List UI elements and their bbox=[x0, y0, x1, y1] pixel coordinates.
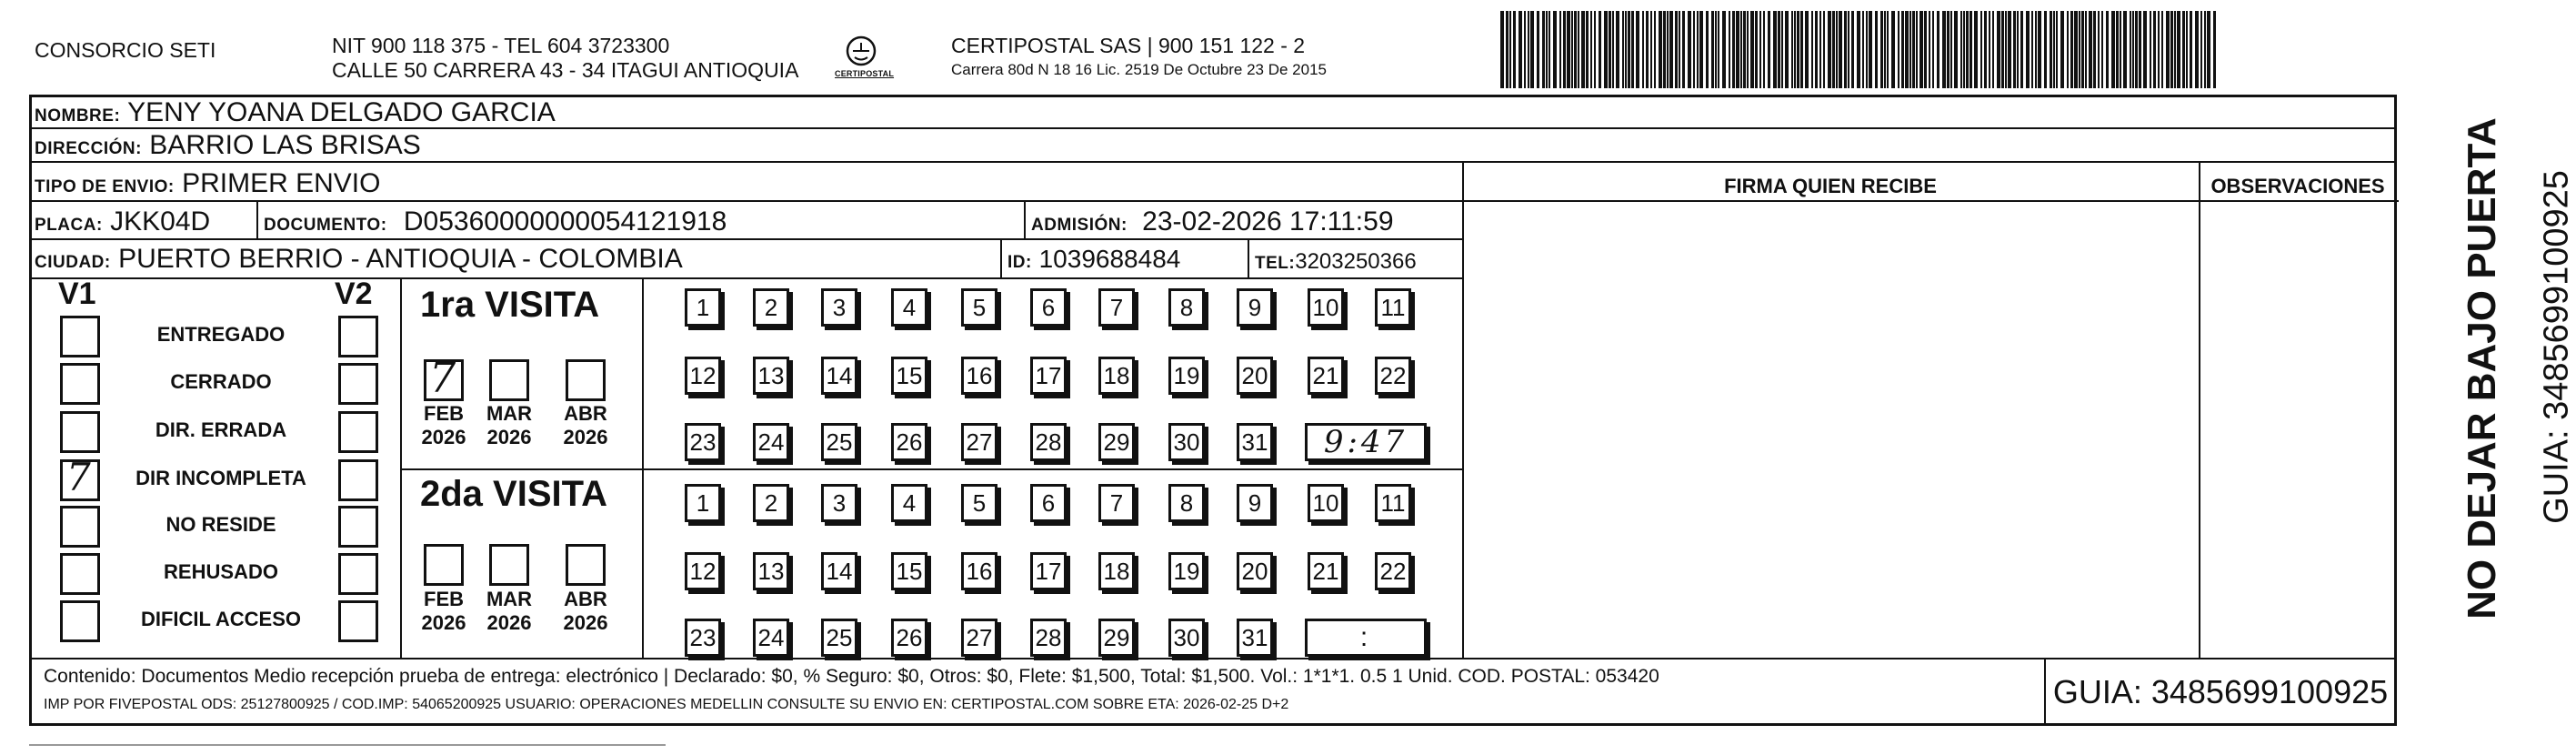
first-day-box[interactable]: 31 bbox=[1237, 423, 1273, 461]
second-day-box[interactable]: 28 bbox=[1030, 619, 1067, 657]
header bbox=[0, 0, 2576, 100]
direccion-row bbox=[35, 129, 421, 166]
side-guia: GUIA: 3485699100925 bbox=[2537, 170, 2576, 524]
second-time-value: : bbox=[1359, 622, 1372, 652]
second-day-box[interactable]: 7 bbox=[1098, 484, 1135, 522]
first-day-box[interactable]: 18 bbox=[1098, 357, 1135, 395]
barcode-space bbox=[2216, 11, 2219, 88]
admision-value: 23-02-2026 17:11:59 bbox=[1142, 206, 1394, 237]
year-label: 2026 bbox=[421, 611, 466, 634]
nit-line: NIT 900 118 375 - TEL 604 3723300 bbox=[332, 34, 670, 57]
second-day-box[interactable]: 27 bbox=[961, 619, 997, 657]
second-day-box[interactable]: 16 bbox=[961, 552, 997, 590]
second-day-box[interactable]: 3 bbox=[821, 484, 857, 522]
v2-checkbox[interactable] bbox=[338, 506, 378, 548]
license-line: Carrera 80d N 18 16 Lic. 2519 De Octubre 23 De 2015 bbox=[951, 61, 1327, 78]
company-name: CONSORCIO SETI bbox=[35, 38, 216, 62]
first-day-box[interactable]: 9 bbox=[1237, 288, 1273, 327]
admision-cell bbox=[1031, 206, 1394, 242]
first-day-box[interactable]: 19 bbox=[1168, 357, 1205, 395]
first-day-box[interactable]: 13 bbox=[753, 357, 789, 395]
contenido-text: Contenido: Documentos Medio recepción prueba de entrega: electrónico | Declarado: $0, % Seguro: $0, Otros: $0, Flete: $1,500, Total: $1,500. Vol.: 1*1*1. 0.5 1 Unid. COD. POSTAL: 053420 bbox=[44, 666, 1659, 687]
second-day-box[interactable]: 15 bbox=[891, 552, 927, 590]
status-label: DIFICIL ACCESO bbox=[140, 608, 301, 630]
first-day-box[interactable]: 7 bbox=[1098, 288, 1135, 327]
second-day-box[interactable]: 26 bbox=[891, 619, 927, 657]
v1-checkbox[interactable] bbox=[60, 363, 100, 405]
address-line: CALLE 50 CARRERA 43 - 34 ITAGUI ANTIOQUIA bbox=[332, 58, 799, 82]
v1-label: V1 bbox=[58, 277, 96, 311]
placa-cell bbox=[35, 206, 210, 242]
second-visit-title: 2da VISITA bbox=[420, 474, 607, 514]
v2-checkbox[interactable] bbox=[338, 316, 378, 357]
first-month-checkbox[interactable] bbox=[489, 359, 529, 401]
documento-value: D05360000000054121918 bbox=[403, 206, 727, 237]
first-day-box[interactable]: 26 bbox=[891, 423, 927, 461]
month-check-mark: 7 bbox=[429, 353, 456, 402]
signature-area[interactable] bbox=[1466, 204, 2197, 655]
second-day-box[interactable]: 21 bbox=[1308, 552, 1344, 590]
tipo-value: PRIMER ENVIO bbox=[182, 168, 381, 198]
year-label: 2026 bbox=[421, 426, 466, 448]
second-day-box[interactable]: 4 bbox=[891, 484, 927, 522]
first-day-box[interactable]: 22 bbox=[1375, 357, 1411, 395]
observaciones-header: OBSERVACIONES bbox=[2210, 175, 2385, 197]
first-day-box[interactable]: 17 bbox=[1030, 357, 1067, 395]
first-month-checkbox[interactable] bbox=[566, 359, 606, 401]
first-month-checkbox[interactable] bbox=[424, 353, 464, 402]
status-label: NO RESIDE bbox=[165, 513, 276, 536]
year-label: 2026 bbox=[563, 611, 608, 634]
month-label: MAR bbox=[486, 588, 533, 610]
second-month-checkbox[interactable] bbox=[489, 544, 529, 586]
barcode bbox=[1500, 11, 2223, 88]
carrier-line: CERTIPOSTAL SAS | 900 151 122 - 2 bbox=[951, 34, 1306, 57]
v2-checkbox[interactable] bbox=[338, 553, 378, 595]
first-day-box[interactable]: 14 bbox=[821, 357, 857, 395]
v2-label: V2 bbox=[335, 277, 373, 311]
first-day-box[interactable]: 23 bbox=[685, 423, 721, 461]
second-day-box[interactable]: 31 bbox=[1237, 619, 1273, 657]
ciudad-value: PUERTO BERRIO - ANTIOQUIA - COLOMBIA bbox=[118, 244, 683, 274]
second-day-box[interactable]: 9 bbox=[1237, 484, 1273, 522]
id-label: ID: bbox=[1007, 253, 1032, 272]
second-day-box[interactable]: 20 bbox=[1237, 552, 1273, 590]
certipostal-logo-icon bbox=[829, 33, 893, 84]
second-day-box[interactable]: 18 bbox=[1098, 552, 1135, 590]
second-day-box[interactable]: 8 bbox=[1168, 484, 1205, 522]
first-day-box[interactable]: 20 bbox=[1237, 357, 1273, 395]
status-label: REHUSADO bbox=[164, 560, 278, 583]
second-day-box[interactable]: 6 bbox=[1030, 484, 1067, 522]
tel-value: 3203250366 bbox=[1295, 249, 1417, 274]
tel-cell bbox=[1255, 246, 1417, 280]
v1-checkbox[interactable] bbox=[60, 455, 100, 501]
nombre-row bbox=[35, 96, 556, 133]
first-day-box[interactable]: 3 bbox=[821, 288, 857, 327]
second-day-box[interactable]: 10 bbox=[1308, 484, 1344, 522]
status-label: DIR. ERRADA bbox=[155, 418, 287, 441]
month-label: MAR bbox=[486, 402, 533, 425]
nombre-value: YENY YOANA DELGADO GARCIA bbox=[127, 97, 556, 127]
placa-label: PLACA: bbox=[35, 216, 103, 235]
admision-label: ADMISIÓN: bbox=[1031, 216, 1128, 235]
footer-guia: GUIA: 3485699100925 bbox=[2052, 673, 2389, 710]
second-day-box[interactable]: 29 bbox=[1098, 619, 1135, 657]
v2-checkbox[interactable] bbox=[338, 459, 378, 501]
first-day-box[interactable]: 30 bbox=[1168, 423, 1205, 461]
ciudad-cell bbox=[35, 243, 683, 279]
ciudad-label: CIUDAD: bbox=[35, 253, 111, 272]
first-day-box[interactable]: 2 bbox=[753, 288, 789, 327]
status-label: DIR INCOMPLETA bbox=[135, 467, 306, 489]
first-day-box[interactable]: 12 bbox=[685, 357, 721, 395]
first-day-box[interactable]: 11 bbox=[1375, 288, 1411, 327]
first-day-box[interactable]: 29 bbox=[1098, 423, 1135, 461]
second-month-checkbox[interactable] bbox=[566, 544, 606, 586]
v1-checkbox[interactable] bbox=[60, 506, 100, 548]
second-day-box[interactable]: 1 bbox=[685, 484, 721, 522]
first-day-box[interactable]: 8 bbox=[1168, 288, 1205, 327]
first-day-box[interactable]: 27 bbox=[961, 423, 997, 461]
second-day-box[interactable]: 25 bbox=[821, 619, 857, 657]
first-day-box[interactable]: 24 bbox=[753, 423, 789, 461]
first-day-box[interactable]: 1 bbox=[685, 288, 721, 327]
v2-checkbox[interactable] bbox=[338, 363, 378, 405]
month-label: ABR bbox=[564, 588, 607, 610]
direccion-label: DIRECCIÓN: bbox=[35, 139, 142, 158]
second-day-box[interactable]: 5 bbox=[961, 484, 997, 522]
direccion-value: BARRIO LAS BRISAS bbox=[149, 130, 421, 160]
tipo-row bbox=[35, 167, 380, 204]
v2-checkbox[interactable] bbox=[338, 411, 378, 453]
second-day-box[interactable]: 2 bbox=[753, 484, 789, 522]
first-day-box[interactable]: 6 bbox=[1030, 288, 1067, 327]
status-label: ENTREGADO bbox=[156, 323, 286, 346]
tipo-label: TIPO DE ENVIO: bbox=[35, 177, 175, 196]
second-day-box[interactable]: 19 bbox=[1168, 552, 1205, 590]
id-cell bbox=[1007, 243, 1180, 279]
second-day-box[interactable]: 14 bbox=[821, 552, 857, 590]
first-time-box[interactable] bbox=[1305, 423, 1427, 461]
firma-header: FIRMA QUIEN RECIBE bbox=[1724, 175, 1937, 197]
second-day-box[interactable]: 11 bbox=[1375, 484, 1411, 522]
imp-text: IMP POR FIVEPOSTAL ODS: 25127800925 / COD.IMP: 54065200925 USUARIO: OPERACIONES MEDELLIN CONSULTE SU ENVIO EN: CERTIPOSTAL.COM SOBRE ETA: 2026-02-25 D+2 bbox=[44, 697, 1289, 712]
second-month-checkbox[interactable] bbox=[424, 544, 464, 586]
v1-check-mark: 7 bbox=[66, 455, 91, 499]
first-time-value: 9:47 bbox=[1323, 424, 1408, 460]
second-day-box[interactable]: 17 bbox=[1030, 552, 1067, 590]
first-day-box[interactable]: 25 bbox=[821, 423, 857, 461]
year-label: 2026 bbox=[563, 426, 608, 448]
year-label: 2026 bbox=[486, 611, 532, 634]
documento-cell bbox=[264, 206, 727, 242]
bottom-cut-line bbox=[29, 744, 666, 746]
v1-checkbox[interactable] bbox=[60, 316, 100, 357]
second-day-box[interactable]: 24 bbox=[753, 619, 789, 657]
first-day-box[interactable]: 5 bbox=[961, 288, 997, 327]
v1-checkbox[interactable] bbox=[60, 553, 100, 595]
side-block bbox=[2410, 109, 2576, 637]
month-label: FEB bbox=[424, 402, 464, 425]
v2-checkbox[interactable] bbox=[338, 600, 378, 642]
second-day-box[interactable]: 12 bbox=[685, 552, 721, 590]
placa-value: JKK04D bbox=[110, 206, 211, 237]
first-day-box[interactable]: 15 bbox=[891, 357, 927, 395]
logo-text: CERTIPOSTAL bbox=[835, 69, 895, 78]
second-time-box[interactable] bbox=[1305, 619, 1427, 657]
first-day-box[interactable]: 21 bbox=[1308, 357, 1344, 395]
second-day-box[interactable]: 23 bbox=[685, 619, 721, 657]
nombre-label: NOMBRE: bbox=[35, 106, 121, 126]
first-day-box[interactable]: 10 bbox=[1308, 288, 1344, 327]
no-dejar-warning: NO DEJAR BAJO PUERTA bbox=[2460, 117, 2504, 619]
second-day-box[interactable]: 13 bbox=[753, 552, 789, 590]
second-day-box[interactable]: 30 bbox=[1168, 619, 1205, 657]
first-day-box[interactable]: 28 bbox=[1030, 423, 1067, 461]
first-day-box[interactable]: 4 bbox=[891, 288, 927, 327]
first-day-box[interactable]: 16 bbox=[961, 357, 997, 395]
second-day-box[interactable]: 22 bbox=[1375, 552, 1411, 590]
observaciones-area[interactable] bbox=[2202, 204, 2395, 655]
first-visit-title: 1ra VISITA bbox=[420, 285, 600, 325]
documento-label: DOCUMENTO: bbox=[264, 216, 387, 235]
month-label: FEB bbox=[424, 588, 464, 610]
status-label: CERRADO bbox=[170, 370, 272, 393]
v1-checkbox[interactable] bbox=[60, 600, 100, 642]
id-value: 1039688484 bbox=[1038, 245, 1181, 273]
tel-label: TEL: bbox=[1255, 254, 1296, 273]
year-label: 2026 bbox=[486, 426, 532, 448]
v1-checkbox[interactable] bbox=[60, 411, 100, 453]
month-label: ABR bbox=[564, 402, 607, 425]
